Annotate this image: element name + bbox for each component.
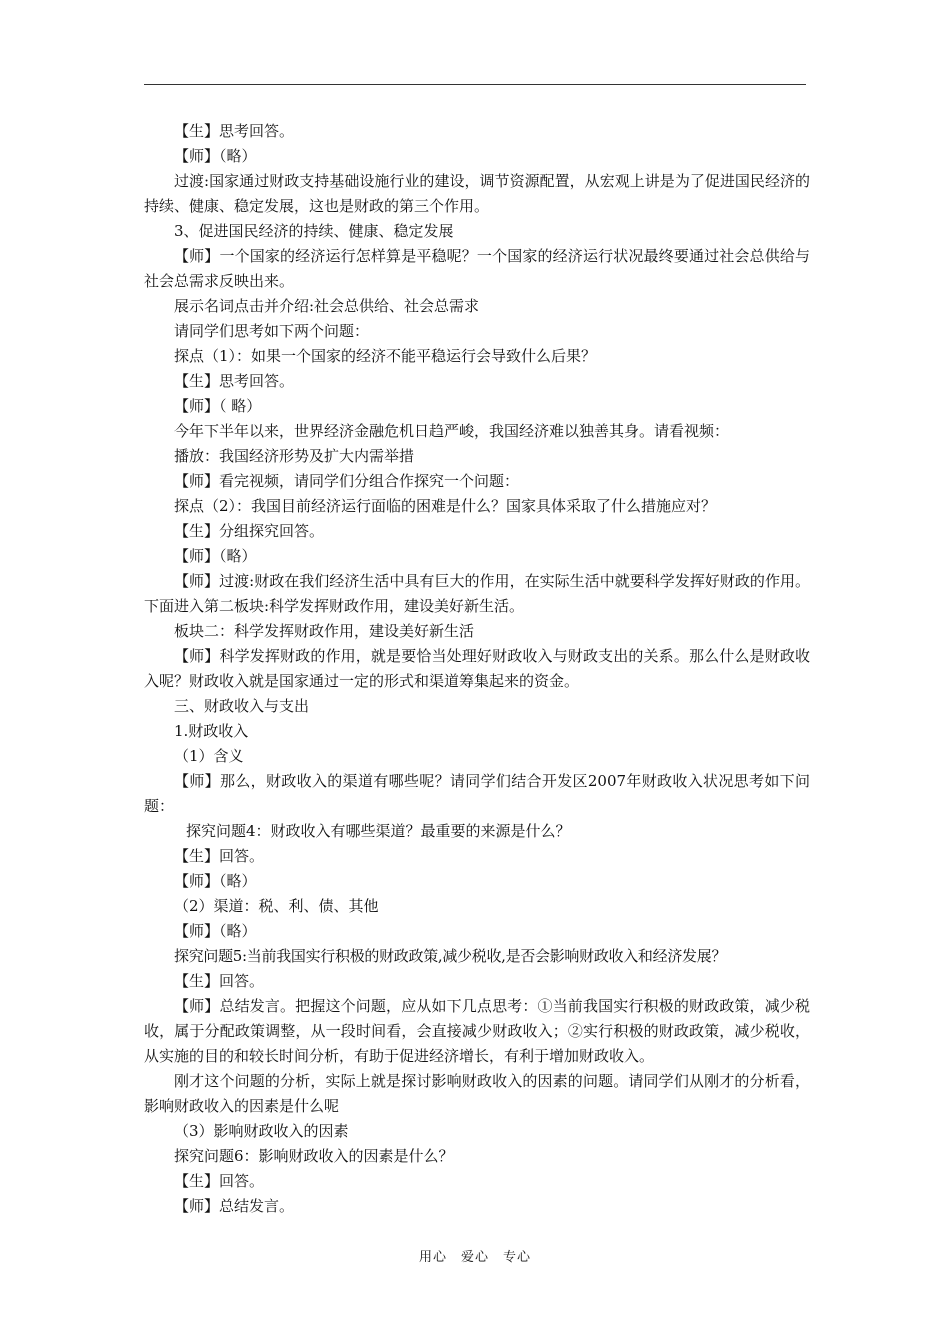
paragraph: 【师】看完视频，请同学们分组合作探究一个问题： (174, 472, 520, 490)
paragraph: 请同学们思考如下两个问题： (174, 322, 370, 340)
paragraph: 【师】总结发言。把握这个问题，应从如下几点思考：①当前我国实行积极的财政政策，减少税收，属于分配政策调整，从一段时间看，会直接减少财政收入；②实行积极的财政政策，减少税收，从实施的目的和较长时间分析，有助于促进经济增长，有利于增加财政收入。 (144, 997, 810, 1065)
paragraph: 探究问题4：财政收入有哪些渠道？最重要的来源是什么？ (186, 822, 571, 840)
paragraph: 3、促进国民经济的持续、健康、稳定发展 (174, 222, 454, 240)
paragraph: 【生】回答。 (174, 847, 265, 865)
paragraph: 【师】一个国家的经济运行怎样算是平稳呢？一个国家的经济运行状况最终要通过社会总供给与社会总需求反映出来。 (144, 247, 810, 290)
paragraph: 探究问题5:当前我国实行积极的财政政策,减少税收,是否会影响财政收入和经济发展？ (174, 947, 727, 965)
paragraph: 【师】科学发挥财政的作用，就是要恰当处理好财政收入与财政支出的关系。那么什么是财政收入呢？财政收入就是国家通过一定的形式和渠道筹集起来的资金。 (144, 647, 810, 690)
paragraph: 【生】思考回答。 (174, 372, 295, 390)
paragraph: 刚才这个问题的分析，实际上就是探讨影响财政收入的因素的问题。请同学们从刚才的分析看，影响财政收入的因素是什么呢 (144, 1072, 810, 1115)
paragraph: 【生】思考回答。 (174, 122, 295, 140)
paragraph: 【生】回答。 (174, 1172, 265, 1190)
paragraph: 【生】分组探究回答。 (174, 522, 325, 540)
paragraph: （2）渠道：税、利、债、其他 (174, 897, 379, 915)
paragraph: 【师】过渡:财政在我们经济生活中具有巨大的作用，在实际生活中就要科学发挥好财政的作用。下面进入第二板块:科学发挥财政作用，建设美好新生活。 (144, 572, 810, 615)
paragraph: 过渡:国家通过财政支持基础设施行业的建设，调节资源配置，从宏观上讲是为了促进国民经济的持续、健康、稳定发展，这也是财政的第三个作用。 (144, 172, 810, 215)
paragraph: 1.财政收入 (174, 722, 249, 740)
page-footer: 用心 爱心 专心 (418, 1250, 531, 1265)
paragraph: 【师】（略） (174, 872, 257, 890)
paragraph: 【师】（略） (174, 547, 257, 565)
paragraph: 今年下半年以来，世界经济金融危机日趋严峻，我国经济难以独善其身。请看视频： (174, 422, 730, 440)
paragraph: 【生】回答。 (174, 972, 265, 990)
paragraph: （1）含义 (174, 747, 244, 765)
paragraph: 【师】（略） (174, 922, 257, 940)
paragraph: 探点（1）：如果一个国家的经济不能平稳运行会导致什么后果？ (174, 347, 597, 365)
paragraph: 板块二：科学发挥财政作用，建设美好新生活 (174, 622, 475, 640)
paragraph: 【师】（ 略） (174, 397, 262, 415)
document-body (144, 119, 810, 1219)
header-rule (144, 84, 806, 85)
paragraph: 【师】（略） (174, 147, 257, 165)
paragraph: 三、财政收入与支出 (174, 697, 310, 715)
paragraph: 探点（2）：我国目前经济运行面临的困难是什么？国家具体采取了什么措施应对？ (174, 497, 717, 515)
paragraph: 探究问题6：影响财政收入的因素是什么？ (174, 1147, 454, 1165)
paragraph: 展示名词点击并介绍:社会总供给、社会总需求 (174, 297, 480, 315)
paragraph: （3）影响财政收入的因素 (174, 1122, 349, 1140)
paragraph: 【师】那么，财政收入的渠道有哪些呢？请同学们结合开发区2007年财政收入状况思考如下问题： (144, 772, 810, 815)
paragraph: 播放：我国经济形势及扩大内需举措 (174, 447, 415, 465)
paragraph: 【师】总结发言。 (174, 1197, 295, 1215)
